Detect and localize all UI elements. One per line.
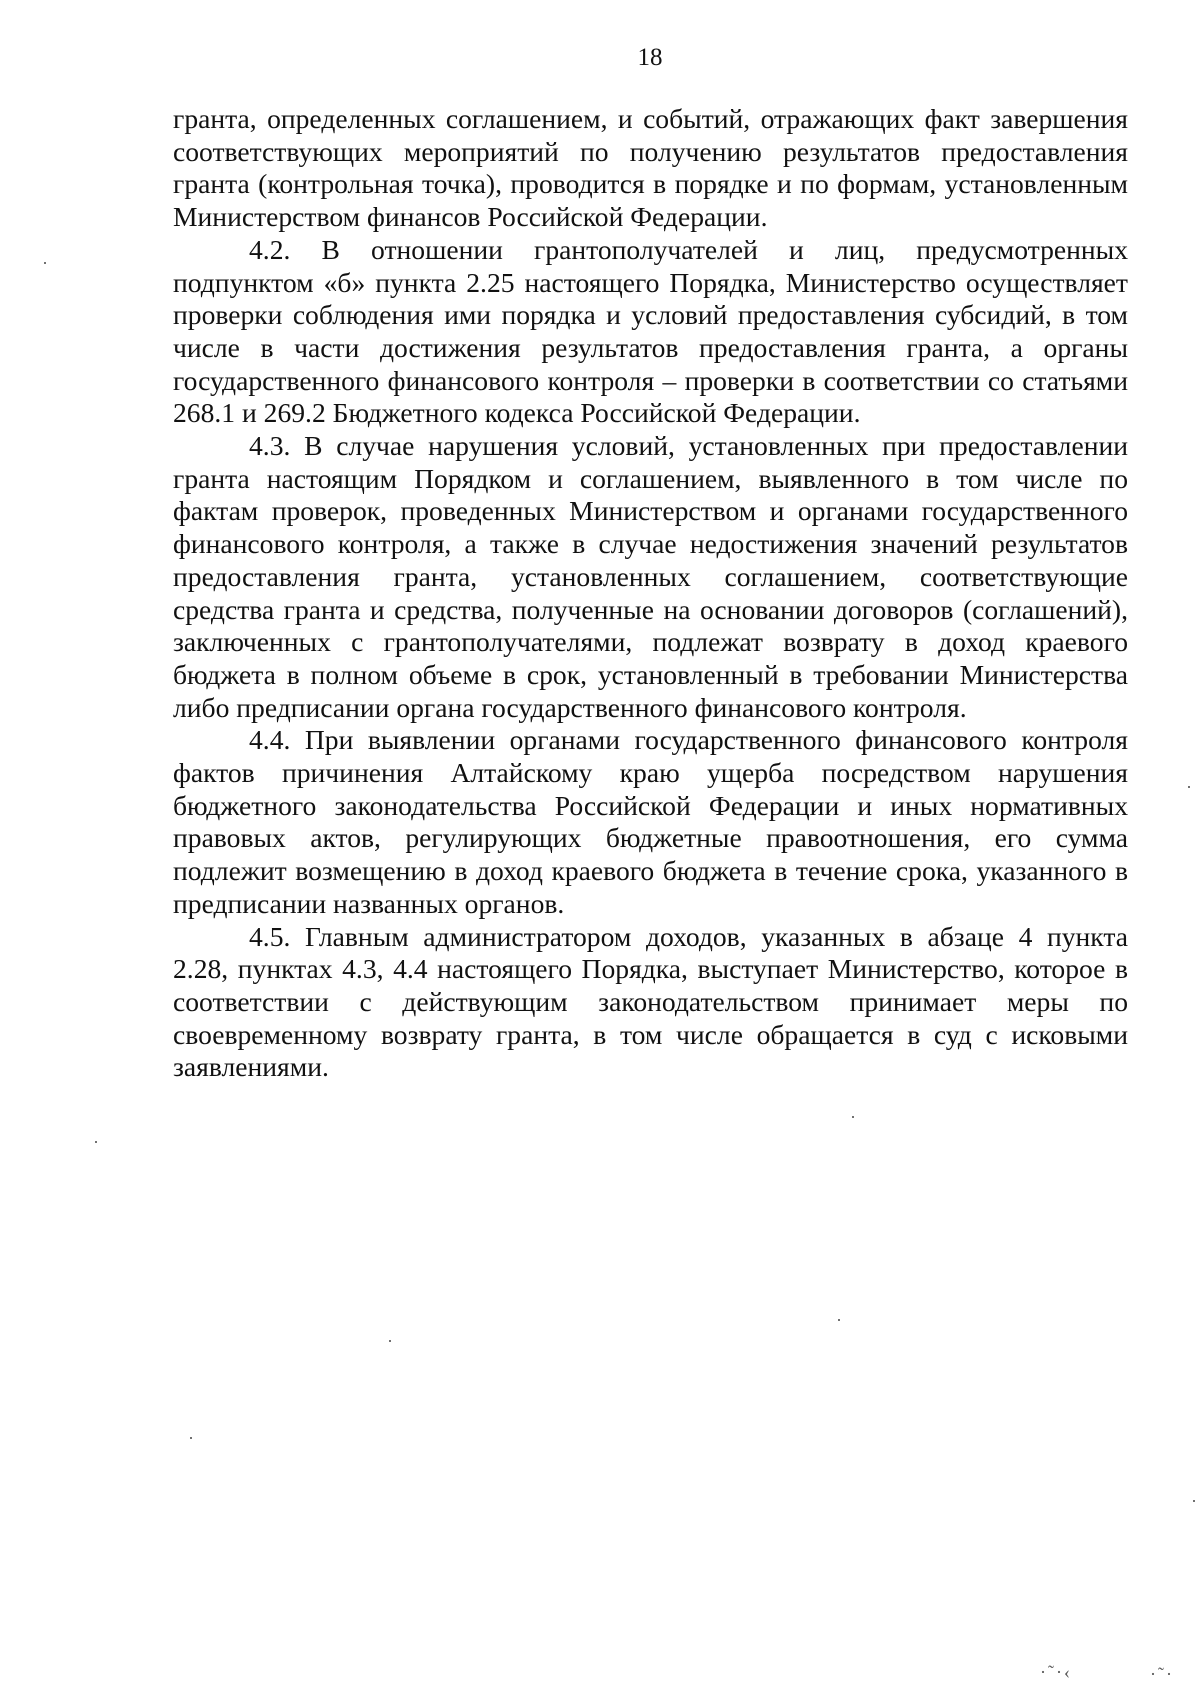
- scan-speck: [1193, 1500, 1195, 1502]
- scan-speck: [1188, 786, 1190, 788]
- page-number: 18: [637, 44, 663, 71]
- paragraph-continuation: гранта, определенных соглашением, и событий, отражающих факт завершения соответствующих мероприятий по получению результатов предоставления гранта (контрольная точка), проводится в порядке и по формам, установленным Министерством финансов Российской Федерации.: [173, 103, 1128, 233]
- scan-speck: [95, 1141, 97, 1143]
- scan-speck: [190, 1437, 192, 1439]
- paragraph-4-2: 4.2. В отношении грантополучателей и лиц, предусмотренных подпунктом «б» пункта 2.25 настоящего Порядка, Министерство осуществляет проверки соблюдения ими порядка и условий предоставления субсидий, в том числе в части достижения результатов предоставления гранта, а органы государственного финансового контроля – проверки в соответствии со статьями 268.1 и 269.2 Бюджетного кодекса Российской Федерации.: [173, 233, 1128, 429]
- paragraph-4-5: 4.5. Главным администратором доходов, указанных в абзаце 4 пункта 2.28, пунктах 4.3, 4.4 настоящего Порядка, выступает Министерство, которое в соответствии с действующим законодательством принимает меры по своевременному возврату гранта, в том числе обращается в суд с исковыми заявлениями.: [173, 920, 1128, 1083]
- scan-speck: [389, 1340, 391, 1342]
- paragraph-4-4: 4.4. При выявлении органами государственного финансового контроля фактов причинения Алтайскому краю ущерба посредством нарушения бюджетного законодательства Российской Федерации и иных нормативных правовых актов, регулирующих бюджетные правоотношения, его сумма подлежит возмещению в доход краевого бюджета в течение срока, указанного в предписании названных органов.: [173, 724, 1128, 919]
- scan-marks: ·˜·: [1150, 1664, 1174, 1684]
- paragraph-4-3: 4.3. В случае нарушения условий, установленных при предоставлении гранта настоящим Порядком и соглашением, выявленного в том числе по фактам проверок, проведенных Министерством и органами государственного финансового контроля, а также в случае недостижения значений результатов предоставления гранта, установленных соглашением, соответствующие средства гранта и средства, полученные на основании договоров (соглашений), заключенных с грантополучателями, подлежат возврату в доход краевого бюджета в полном объеме в срок, установленный в требовании Министерства либо предписании органа государственного финансового контроля.: [173, 430, 1128, 723]
- scan-speck: [852, 1116, 854, 1118]
- scan-marks: ·˜·‹: [1040, 1662, 1072, 1682]
- scan-speck: [44, 262, 46, 264]
- scan-speck: [838, 1319, 840, 1321]
- document-body: [173, 103, 1128, 1084]
